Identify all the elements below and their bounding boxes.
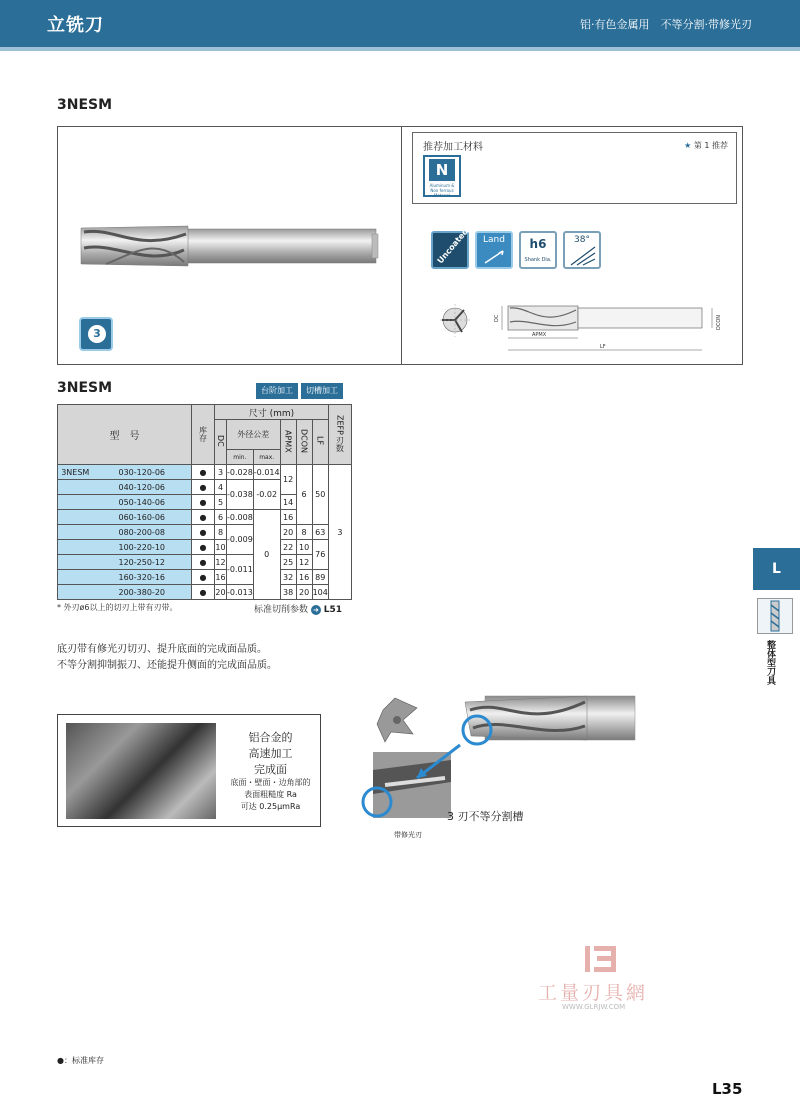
material-label: 推荐加工材料 [423,142,483,153]
wiper-caption: 带修光刃 [394,831,422,839]
watermark-url: WWW.GLRJW.COM [562,1003,626,1011]
header-max: max. [253,450,280,465]
spec-table [57,404,352,600]
header-min: min. [227,450,254,465]
header-model: 型 号 [58,405,192,465]
flute-caption: 3 刃不等分割槽 [447,810,524,823]
h6-shank-icon: h6 Shank Dia. [519,231,557,269]
apmx-label: APMX [532,332,547,338]
panel-divider [401,127,402,364]
description-line-2: 不等分割抑制振刀、还能提升侧面的完成面品质。 [57,660,277,671]
header-zefp: ZEFP 刃数 [328,405,351,465]
cutting-params-link[interactable]: 标准切削参数 ➜ L51 [254,605,343,615]
page-number: L35 [712,1080,743,1098]
table-row: 120-250-12 ● 12 -0.011 25 12 [58,555,352,570]
dcon-label: DCON [716,314,722,330]
watermark-text: 工量刃具網 [538,982,649,1004]
table-row: 160-320-16 ● 16 32 16 89 [58,570,352,585]
table-row: 060-160-06 ● 6 -0.008 0 16 [58,510,352,525]
solid-tool-icon [757,598,793,634]
land-icon: Land [475,231,513,269]
page-title: 立铣刀 [47,15,104,36]
table-row: 3NESM 030-120-06 ● 3 -0.028 -0.014 12 6 50 3 [58,465,352,480]
lf-label: LF [600,344,606,350]
section-label: 整体型刀具 [765,640,775,685]
end-mill-image [76,222,381,272]
arrow-right-icon: ➜ [311,605,321,615]
table-row: 100-220-10 ● 10 22 10 76 [58,540,352,555]
table-title: 3NESM [57,380,113,396]
dimension-drawing [420,292,736,362]
stock-legend: ●：标准库存 [57,1056,104,1065]
header-dcon: DCON [296,420,312,465]
flute-count-badge: 3 [79,317,113,351]
table-row: 200-380-20 ● 20 -0.013 38 20 104 [58,585,352,600]
header-stock: 库存 [192,405,215,465]
machining-photo [66,723,216,819]
star-icon: ★ [684,141,692,150]
header-tol: 外径公差 [227,420,281,450]
tag-shoulder: 台阶加工 [256,383,298,399]
recommended-material-box [412,132,737,204]
header-lf: LF [312,420,328,465]
header-apmx: APMX [280,420,296,465]
table-row: 050-140-06 ● 5 14 [58,495,352,510]
product-title: 3NESM [57,97,113,113]
section-tab[interactable]: L [753,548,800,590]
table-row: 040-120-06 ● 4 -0.038 -0.02 [58,480,352,495]
star-note: ★ 第 1 推荐 [684,141,728,150]
tag-slotting: 切槽加工 [301,383,343,399]
uncoated-icon: Uncoated [431,231,469,269]
dc-label: DC [494,314,500,322]
product-panel [57,126,743,365]
page-subtitle: 铝·有色金属用 不等分割·带修光刃 [580,18,752,31]
table-row: 080-200-08 ● 8 -0.009 20 8 63 [58,525,352,540]
header-dc: DC [215,420,227,465]
header-rule [0,47,800,51]
description-line-1: 底刃带有修光刃切刃、提升底面的完成面品质。 [57,644,267,655]
page-header [0,0,800,47]
helix-angle-icon: 38° [563,231,601,269]
header-dims: 尺寸 (mm) [215,405,329,420]
watermark-logo [583,944,619,974]
n-material-icon: N Aluminum & Non ferrous Material [423,155,461,197]
surface-finish-box: 铝合金的 高速加工 完成面 底面・壁面・边角部的 表面粗糙度 Ra 可达 0.25μmRa [57,714,321,827]
table-footnote: * 外刃ø6以上的切刃上带有刃带。 [57,603,178,612]
